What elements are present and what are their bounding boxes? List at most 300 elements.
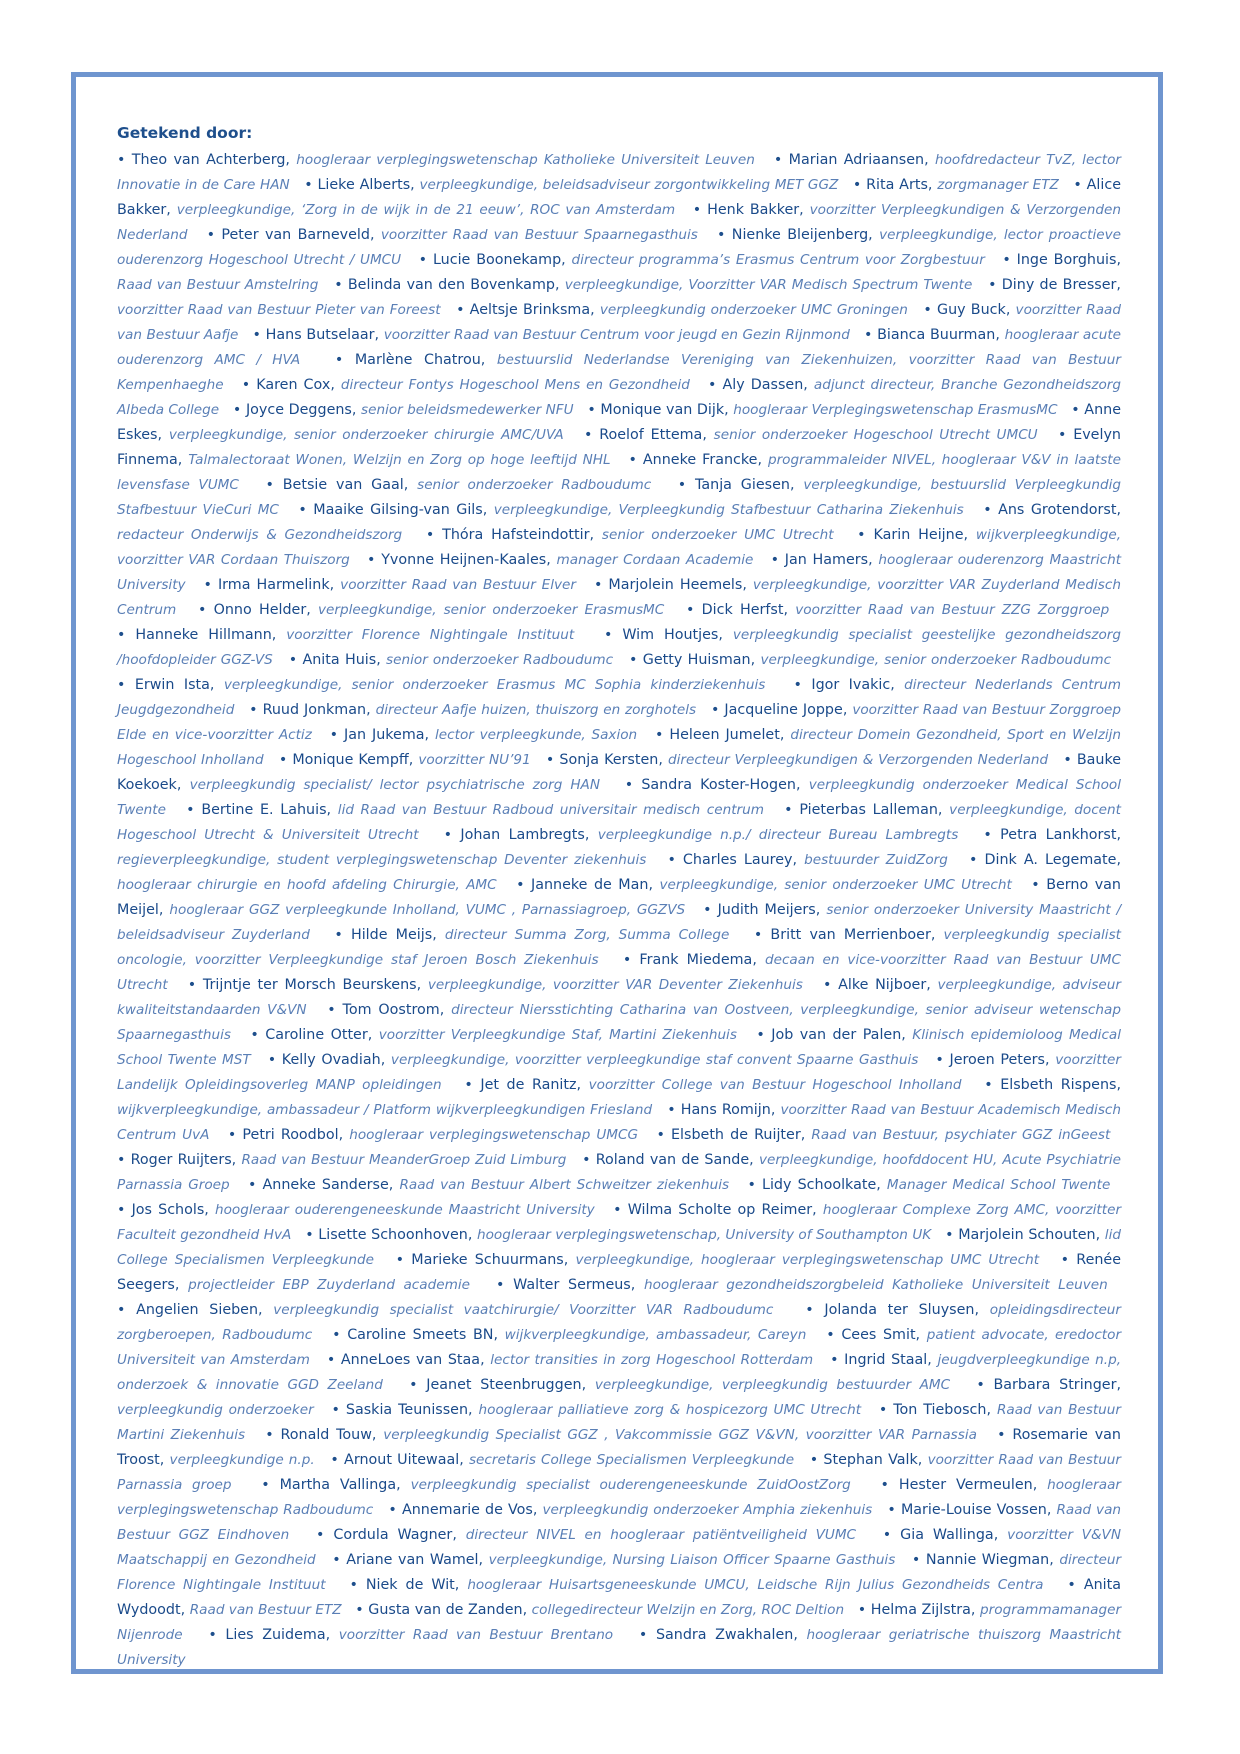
bullet-icon: • bbox=[332, 1327, 348, 1343]
signatory-name: Rosemarie van Troost bbox=[117, 1427, 1121, 1468]
bullet-icon: • bbox=[793, 677, 812, 693]
signatory-name: Onno Helder bbox=[213, 602, 307, 618]
signatory-name: Ariane van Wamel bbox=[346, 1552, 479, 1568]
signatory-entry: • Elsbeth de Ruijter, Raad van Bestuur, psychiater GGZ inGeest bbox=[656, 1127, 1111, 1143]
signatory-name: Bianca Buurman bbox=[877, 327, 996, 343]
signatory-name: Arnout Uitewaal bbox=[344, 1452, 460, 1468]
signatory-entry: • Jeanet Steenbruggen, verpleegkundige, verpleegkundig bestuurder AMC bbox=[409, 1377, 951, 1393]
bullet-icon: • bbox=[945, 1227, 959, 1243]
signatory-name: Judith Meijers bbox=[717, 902, 816, 918]
signatory-entry: • Jacqueline Joppe, voorzitter Raad van Bestuur Zorggroep Elde en vice-voorzitter Actiz bbox=[117, 702, 1122, 743]
signatory-name: AnneLoes van Staa bbox=[340, 1352, 481, 1368]
signatory-name: Lidy Schoolkate bbox=[762, 1177, 877, 1193]
signatory-entry: • Walter Sermeus, hoogleraar gezondheidszorgbeleid Katholieke Universiteit Leuven bbox=[496, 1277, 1108, 1293]
signatory-entry: • Roelof Ettema, senior onderzoeker Hogeschool Utrecht UMCU bbox=[584, 427, 1038, 443]
signatory-entry: • Erwin Ista, verpleegkundige, senior onderzoeker Erasmus MC Sophia kinderziekenhuis bbox=[117, 677, 766, 693]
bullet-icon: • bbox=[638, 1627, 656, 1643]
bullet-icon: • bbox=[863, 327, 878, 343]
signatory-name: Anita Huis bbox=[302, 652, 377, 668]
signatory-description: senior onderzoeker Hogeschool Utrecht UMCU bbox=[713, 427, 1038, 443]
signatory-entry: • Evelyn Finnema, Talmalectoraat Wonen, Welzijn en Zorg op hoge leeftijd NHL bbox=[117, 427, 1121, 468]
signatory-entry: • Anita Wydoodt, Raad van Bestuur ETZ bbox=[117, 1577, 1121, 1618]
signatory-description: voorzitter NU’91 bbox=[418, 752, 531, 768]
bullet-icon: • bbox=[456, 302, 470, 318]
bullet-icon: • bbox=[117, 627, 136, 643]
signatory-name: Monique van Dijk bbox=[600, 402, 725, 418]
bullet-icon: • bbox=[241, 377, 257, 393]
signatory-name: Johan Lambregts bbox=[460, 827, 585, 843]
signatory-entry: • Arnout Uitewaal, secretaris College Specialismen Verpleegkunde bbox=[330, 1452, 795, 1468]
signatory-name: Annemarie de Vos bbox=[401, 1502, 533, 1518]
signatory-entry: • Belinda van den Bovenkamp, verpleegkundige, Voorzitter VAR Medisch Spectrum Twente bbox=[334, 277, 973, 293]
bullet-icon: • bbox=[983, 827, 1001, 843]
bullet-icon: • bbox=[613, 1202, 628, 1218]
bullet-icon: • bbox=[117, 152, 132, 168]
signatory-name: Marjolein Schouten bbox=[958, 1227, 1096, 1243]
bullet-icon: • bbox=[117, 1302, 137, 1318]
signatory-entry: • Inge Borghuis, Raad van Bestuur Amstelring bbox=[117, 252, 1121, 293]
signatory-name: Barbara Stringer bbox=[993, 1377, 1117, 1393]
signatory-entry: • Nienke Bleijenberg, verpleegkundige, lector proactieve ouderenzorg Hogeschool Utrecht / UMCU bbox=[117, 227, 1122, 268]
signatory-description: Raad van Bestuur GGZ Eindhoven bbox=[117, 1502, 1122, 1543]
signatory-description: Raad van Bestuur, psychiater GGZ inGeest bbox=[811, 1127, 1111, 1143]
signatory-description: hoogleraar acute ouderenzorg AMC / HVA bbox=[117, 327, 1122, 368]
signatory-description: directeur Domein Gezondheid, Sport en Welzijn Hogeschool Inholland bbox=[117, 727, 1122, 768]
signatory-description: hoogleraar GGZ verpleegkunde Inholland, VUMC , Parnassiagroep, GGZVS bbox=[169, 902, 686, 918]
signatory-entry: • Bertine E. Lahuis, lid Raad van Bestuur Radboud universitair medisch centrum bbox=[186, 802, 764, 818]
signatory-description: senior onderzoeker Radboudumc bbox=[386, 652, 614, 668]
bullet-icon: • bbox=[1063, 752, 1077, 768]
signatory-description: voorzitter Raad van Bestuur Pieter van Foreest bbox=[117, 302, 441, 318]
signatory-entry: • Lieke Alberts, verpleegkundige, beleidsadviseur zorgontwikkeling MET GGZ bbox=[304, 177, 839, 193]
signatory-entry: • Hanneke Hillmann, voorzitter Florence Nightingale Instituut bbox=[117, 627, 575, 643]
signatory-name: Jan Hamers bbox=[784, 552, 869, 568]
bullet-icon: • bbox=[628, 652, 643, 668]
signatory-description: senior beleidsmedewerker NFU bbox=[361, 402, 574, 418]
signatory-description: verpleegkundige, senior onderzoeker UMC Utrecht bbox=[659, 877, 1012, 893]
signatory-description: verpleegkundige, senior onderzoeker ErasmusMC bbox=[318, 602, 665, 618]
signatory-name: Hilde Meijs bbox=[350, 927, 433, 943]
signatory-description: verpleegkundige, adviseur kwaliteitstandaarden V&VN bbox=[117, 977, 1121, 1018]
signatory-name: Cordula Wagner bbox=[333, 1527, 453, 1543]
signatory-description: verpleegkundige, voorzitter verpleegkundige staf convent Spaarne Gasthuis bbox=[390, 1052, 919, 1068]
signatory-description: verpleegkundige, Nursing Liaison Officer Spaarne Gasthuis bbox=[488, 1552, 896, 1568]
signatory-description: voorzitter Raad van Bestuur Brentano bbox=[338, 1627, 614, 1643]
bullet-icon: • bbox=[187, 977, 203, 993]
signatory-entry: • Betsie van Gaal, senior onderzoeker Radboudumc bbox=[265, 477, 652, 493]
bullet-icon: • bbox=[265, 1427, 281, 1443]
signatory-entry: • Peter van Barneveld, voorzitter Raad van Bestuur Spaarnegasthuis bbox=[206, 227, 698, 243]
signatory-name: Walter Sermeus bbox=[513, 1277, 631, 1293]
bullet-icon: • bbox=[710, 702, 725, 718]
bullet-icon: • bbox=[708, 377, 723, 393]
signatory-entry: • Stephan Valk, voorzitter Raad van Bestuur Parnassia groep bbox=[117, 1452, 1122, 1493]
bullet-icon: • bbox=[326, 1352, 341, 1368]
bullet-icon: • bbox=[464, 1077, 481, 1093]
signatory-name: Angelien Sieben bbox=[136, 1302, 259, 1318]
signatory-name: Petri Roodbol bbox=[242, 1127, 339, 1143]
bullet-icon: • bbox=[809, 1452, 824, 1468]
signatory-description: adjunct directeur, Branche Gezondheidszorg Albeda College bbox=[117, 377, 1122, 418]
signatory-description: zorgmanager ETZ bbox=[937, 177, 1059, 193]
signatory-entry: • Anneke Francke, programmaleider NIVEL, hoogleraar V&V in laatste levensfase VUMC bbox=[117, 452, 1122, 493]
signatory-description: hoogleraar palliatieve zorg & hospicezorg UMC Utrecht bbox=[478, 1402, 862, 1418]
signatory-entry: • Ans Grotendorst, redacteur Onderwijs & Gezondheidszorg bbox=[117, 502, 1122, 543]
signatory-name: Erwin Ista bbox=[134, 677, 210, 693]
bullet-icon: • bbox=[197, 602, 214, 618]
signatory-entry: • Renée Seegers, projectleider EBP Zuyderland academie bbox=[117, 1252, 1122, 1293]
bullet-icon: • bbox=[117, 677, 135, 693]
signatory-name: Niek de Wit bbox=[365, 1577, 455, 1593]
signatory-entry: • Karen Cox, directeur Fontys Hogeschool Mens en Gezondheid bbox=[241, 377, 690, 393]
signatory-name: Aeltsje Brinksma bbox=[469, 302, 591, 318]
signatory-description: hoogleraar verplegingswetenschap UMCG bbox=[349, 1127, 639, 1143]
signatory-description: verpleegkundige, hoogleraar verplegingswetenschap UMC Utrecht bbox=[575, 1252, 1040, 1268]
signatory-name: Marjolein Heemels bbox=[608, 577, 743, 593]
bullet-icon: • bbox=[628, 452, 643, 468]
signatory-description: directeur Niersstichting Catharina van Oostveen, verpleegkundige, senior adviseur wetenschap Spaarnegasthuis bbox=[117, 1002, 1121, 1043]
signatory-entry: • Ingrid Staal, jeugdverpleegkundige n.p, onderzoek & innovatie GGD Zeeland bbox=[117, 1352, 1122, 1393]
signatory-description: verpleegkundige, lector proactieve ouderenzorg Hogeschool Utrecht / UMCU bbox=[117, 227, 1122, 268]
signatory-name: Wim Houtjes bbox=[622, 627, 719, 643]
bullet-icon: • bbox=[685, 602, 702, 618]
signatory-description: verpleegkundige, Verpleegkundig Stafbestuur Catharina Ziekenhuis bbox=[493, 502, 964, 518]
signatory-name: Lucie Boonekamp bbox=[432, 252, 562, 268]
signatory-entry: • Ruud Jonkman, directeur Aafje huizen, thuiszorg en zorghotels bbox=[249, 702, 697, 718]
signatory-name: Nienke Bleijenberg bbox=[731, 227, 869, 243]
bullet-icon: • bbox=[395, 1252, 412, 1268]
signatory-name: Maaike Gilsing-van Gils bbox=[313, 502, 483, 518]
bullet-icon: • bbox=[278, 752, 293, 768]
signatory-entry: • Alice Bakker, verpleegkundige, ‘Zorg in de wijk in de 21 eeuw’, ROC van Amsterdam bbox=[117, 177, 1122, 218]
signatory-entry: • Anne Eskes, verpleegkundige, senior onderzoeker chirurgie AMC/UVA bbox=[117, 402, 1121, 443]
signatory-entry: • Niek de Wit, hoogleraar Huisartsgeneeskunde UMCU, Leidsche Rijn Julius Gezondheids Centra bbox=[349, 1577, 1044, 1593]
signatory-entry: • Sonja Kersten, directeur Verpleegkundigen & Verzorgenden Nederland bbox=[545, 752, 1049, 768]
signatory-description: verpleegkundige, voorzitter VAR Zuyderland Medisch Centrum bbox=[117, 577, 1121, 618]
bullet-icon: • bbox=[880, 1477, 899, 1493]
bullet-icon: • bbox=[288, 652, 303, 668]
signatory-name: Ingrid Staal bbox=[844, 1352, 928, 1368]
signatory-description: voorzitter Raad van Bestuur Academisch Medisch Centrum UvA bbox=[117, 1102, 1122, 1143]
signatory-description: verpleegkundige, docent Hogeschool Utrecht & Universiteit Utrecht bbox=[117, 802, 1121, 843]
signatory-description: verpleegkundig onderzoeker bbox=[117, 1402, 314, 1418]
bullet-icon: • bbox=[587, 402, 601, 418]
signatory-name: Theo van Achterberg bbox=[131, 152, 286, 168]
signatory-entry: • Charles Laurey, bestuurder ZuidZorg bbox=[667, 852, 948, 868]
signatory-entry: • Ariane van Wamel, verpleegkundige, Nursing Liaison Officer Spaarne Gasthuis bbox=[332, 1552, 896, 1568]
signatory-description: hoogleraar verplegingswetenschap, University of Southampton UK bbox=[477, 1227, 932, 1243]
bullet-icon: • bbox=[250, 1027, 266, 1043]
signatory-description: voorzitter Raad van Bestuur Zorggroep Elde en vice-voorzitter Actiz bbox=[117, 702, 1122, 743]
signatory-description: verpleegkundig specialist vaatchirurgie/ Voorzitter VAR Radboudumc bbox=[273, 1302, 774, 1318]
signatory-entry: • Lucie Boonekamp, directeur programma’s Erasmus Centrum voor Zorgbestuur bbox=[418, 252, 985, 268]
signatory-name: Marian Adriaansen bbox=[788, 152, 925, 168]
signatory-name: Sandra Zwakhalen bbox=[655, 1627, 794, 1643]
signatory-entry: • Hans Romijn, voorzitter Raad van Bestuur Academisch Medisch Centrum UvA bbox=[117, 1102, 1122, 1143]
signatory-description: verpleegkundig specialist geestelijke gezondheidszorg /hoofdopleider GGZ-VS bbox=[117, 627, 1121, 668]
bullet-icon: • bbox=[1031, 877, 1047, 893]
signatory-entry: • AnneLoes van Staa, lector transities in zorg Hogeschool Rotterdam bbox=[326, 1352, 814, 1368]
bullet-icon: • bbox=[603, 627, 623, 643]
signatory-description: hoogleraar verplegingswetenschap Radboudumc bbox=[117, 1477, 1122, 1518]
signatory-entry: • Barbara Stringer, verpleegkundig onderzoeker bbox=[117, 1377, 1122, 1418]
signatory-entry: • Guy Buck, voorzitter Raad van Bestuur Aafje bbox=[117, 302, 1121, 343]
signatory-name: Rita Arts bbox=[866, 177, 928, 193]
signatory-name: Elsbeth de Ruijter bbox=[671, 1127, 801, 1143]
bullet-icon: • bbox=[330, 1452, 345, 1468]
signatory-description: hoofdredacteur TvZ, lector Innovatie in de Care HAN bbox=[117, 152, 1122, 193]
bullet-icon: • bbox=[516, 877, 532, 893]
signatory-description: voorzitter Florence Nightingale Instituut bbox=[286, 627, 575, 643]
signatory-name: Jan Jukema bbox=[344, 727, 425, 743]
signatory-name: Martha Vallinga bbox=[279, 1477, 397, 1493]
signatory-description: voorzitter Landelijk Opleidingsoverleg MANP opleidingen bbox=[117, 1052, 1121, 1093]
signatory-description: verpleegkundig Specialist GGZ , Vakcommissie GGZ V&VN, voorzitter VAR Parnassia bbox=[383, 1427, 977, 1443]
bullet-icon: • bbox=[770, 552, 785, 568]
bullet-icon: • bbox=[923, 302, 938, 318]
bullet-icon: • bbox=[1060, 1252, 1077, 1268]
signatory-description: opleidingsdirecteur zorgberoepen, Radboudumc bbox=[117, 1302, 1122, 1343]
bullet-icon: • bbox=[334, 352, 355, 368]
signatory-description: wijkverpleegkundige, ambassadeur, Careyn bbox=[504, 1327, 807, 1343]
signatory-name: Anne Eskes bbox=[117, 402, 1121, 443]
signatories-list bbox=[117, 148, 1121, 1673]
signatory-description: verpleegkundige, voorzitter VAR Deventer Ziekenhuis bbox=[427, 977, 803, 993]
bullet-icon: • bbox=[332, 1552, 347, 1568]
signatory-name: Lieke Alberts bbox=[317, 177, 411, 193]
bullet-icon: • bbox=[227, 1127, 243, 1143]
bullet-icon: • bbox=[878, 1402, 894, 1418]
signatory-description: Raad van Bestuur ETZ bbox=[189, 1602, 342, 1618]
bullet-icon: • bbox=[882, 1527, 901, 1543]
signatory-description: verpleegkundige, verpleegkundig bestuurder AMC bbox=[594, 1377, 951, 1393]
bullet-icon: • bbox=[117, 1202, 132, 1218]
signatory-entry: • Roger Ruijters, Raad van Bestuur MeanderGroep Zuid Limburg bbox=[117, 1152, 567, 1168]
signatory-description: voorzitter Verpleegkundigen & Verzorgenden Nederland bbox=[117, 202, 1121, 243]
bullet-icon: • bbox=[117, 1152, 131, 1168]
signatory-description: directeur Florence Nightingale Instituut bbox=[117, 1552, 1122, 1593]
signatory-name: Tanja Giesen bbox=[695, 477, 790, 493]
signatory-description: verpleegkundige, hoofddocent HU, Acute Psychiatrie Parnassia Groep bbox=[117, 1152, 1121, 1193]
signatory-name: Helma Zijlstra bbox=[870, 1602, 971, 1618]
signatory-description: verpleegkundige, senior onderzoeker Radboudumc bbox=[760, 652, 1112, 668]
signatory-entry: • Pieterbas Lalleman, verpleegkundige, docent Hogeschool Utrecht & Universiteit Utrecht bbox=[117, 802, 1121, 843]
signatory-name: Britt van Merrienboer bbox=[770, 927, 931, 943]
signatory-name: Cees Smit bbox=[841, 1327, 916, 1343]
bullet-icon: • bbox=[852, 177, 867, 193]
bullet-icon: • bbox=[887, 1502, 901, 1518]
signatory-entry: • Helma Zijlstra, programmamanager Nijenrode bbox=[117, 1602, 1122, 1643]
signatory-description: verpleegkundige, bestuurslid Verpleegkundig Stafbestuur VieCuri MC bbox=[117, 477, 1121, 518]
signatory-entry: • Lidy Schoolkate, Manager Medical School Twente bbox=[747, 1177, 1111, 1193]
bullet-icon: • bbox=[805, 1302, 825, 1318]
bullet-icon: • bbox=[316, 1527, 334, 1543]
signatory-entry: • Rosemarie van Troost, verpleegkundige n.p. bbox=[117, 1427, 1121, 1468]
signatory-description: verpleegkundig onderzoeker UMC Groningen bbox=[599, 302, 908, 318]
signatory-description: wijkverpleegkundige, ambassadeur / Platform wijkverpleegkundigen Friesland bbox=[117, 1102, 653, 1118]
signatory-description: verpleegkundig specialist oncologie, voorzitter Verpleegkundige staf Jeroen Bosch Ziekenhuis bbox=[117, 927, 1121, 968]
bullet-icon: • bbox=[1067, 1577, 1084, 1593]
signatory-description: voorzitter Raad van Bestuur Elver bbox=[340, 577, 576, 593]
signatory-name: Jeroen Peters bbox=[949, 1052, 1045, 1068]
signatory-description: hoogleraar chirurgie en hoofd afdeling Chirurgie, AMC bbox=[117, 877, 497, 893]
signatory-description: senior onderzoeker UMC Utrecht bbox=[601, 527, 834, 543]
signatory-entry: • Jan Hamers, hoogleraar ouderenzorg Maastricht University bbox=[117, 552, 1122, 593]
signatory-name: Anneke Francke bbox=[642, 452, 758, 468]
signatory-description: bestuurder ZuidZorg bbox=[804, 852, 948, 868]
bullet-icon: • bbox=[756, 1027, 772, 1043]
bullet-icon: • bbox=[355, 1602, 369, 1618]
signatory-name: Jos Schols bbox=[131, 1202, 205, 1218]
signatory-entry: • Marjolein Heemels, verpleegkundige, voorzitter VAR Zuyderland Medisch Centrum bbox=[117, 577, 1121, 618]
signatory-entry: • Hester Vermeulen, hoogleraar verplegingswetenschap Radboudumc bbox=[117, 1477, 1122, 1518]
bullet-icon: • bbox=[622, 952, 640, 968]
bullet-icon: • bbox=[822, 977, 839, 993]
signatory-entry: • Joyce Deggens, senior beleidsmedewerker NFU bbox=[232, 402, 574, 418]
signatory-description: lid Raad van Bestuur Radboud universitair medisch centrum bbox=[337, 802, 764, 818]
signatory-entry: • Lisette Schoonhoven, hoogleraar verplegingswetenschap, University of Southampton UK bbox=[305, 1227, 932, 1243]
bullet-icon: • bbox=[857, 1602, 871, 1618]
signatory-description: directeur Fontys Hogeschool Mens en Gezondheid bbox=[340, 377, 690, 393]
signatory-name: Gia Wallinga bbox=[900, 1527, 994, 1543]
signatories-section bbox=[117, 124, 1121, 1673]
signatory-entry: • Heleen Jumelet, directeur Domein Gezondheid, Sport en Welzijn Hogeschool Inholland bbox=[117, 727, 1122, 768]
signatory-description: decaan en vice-voorzitter Raad van Bestuur UMC Utrecht bbox=[117, 952, 1122, 993]
signatory-name: Caroline Smeets BN bbox=[347, 1327, 494, 1343]
signatory-description: hoogleraar ouderenzorg Maastricht University bbox=[117, 552, 1122, 593]
signatory-entry: • Monique van Dijk, hoogleraar Verplegingswetenschap ErasmusMC bbox=[587, 402, 1058, 418]
signatory-entry: • Martha Vallinga, verpleegkundig specialist ouderengeneeskunde ZuidOostZorg bbox=[261, 1477, 851, 1493]
signatory-description: patient advocate, eredoctor Universiteit van Amsterdam bbox=[117, 1327, 1122, 1368]
bullet-icon: • bbox=[703, 902, 718, 918]
signatory-entry: • Rita Arts, zorgmanager ETZ bbox=[852, 177, 1059, 193]
signatory-description: Raad van Bestuur Albert Schweitzer ziekenhuis bbox=[399, 1177, 730, 1193]
signatory-entry: • Ton Tiebosch, Raad van Bestuur Martini Ziekenhuis bbox=[117, 1402, 1121, 1443]
signatory-entry: • Nannie Wiegman, directeur Florence Nightingale Instituut bbox=[117, 1552, 1122, 1593]
signatory-entry: • Onno Helder, verpleegkundige, senior onderzoeker ErasmusMC bbox=[197, 602, 665, 618]
signatory-name: Jacqueline Joppe bbox=[724, 702, 843, 718]
signatory-description: senior onderzoeker Radboudumc bbox=[417, 477, 652, 493]
bullet-icon: • bbox=[582, 1152, 596, 1168]
signatory-name: Hanneke Hillmann bbox=[135, 627, 272, 643]
bullet-icon: • bbox=[667, 1102, 681, 1118]
signatory-name: Ton Tiebosch bbox=[893, 1402, 987, 1418]
signatory-entry: • Thóra Hafsteindottir, senior onderzoeker UMC Utrecht bbox=[425, 527, 834, 543]
bullet-icon: • bbox=[232, 402, 246, 418]
signatory-description: lid College Specialismen Verpleegkunde bbox=[117, 1227, 1121, 1268]
signatory-description: verpleegkundige, Voorzitter VAR Medisch Spectrum Twente bbox=[564, 277, 973, 293]
signatory-name: Peter van Barneveld bbox=[221, 227, 370, 243]
signatory-description: redacteur Onderwijs & Gezondheidszorg bbox=[117, 527, 403, 543]
signatory-description: programmamanager Nijenrode bbox=[117, 1602, 1122, 1643]
signatory-entry: • Sandra Zwakhalen, hoogleraar geriatrische thuiszorg Maastricht University bbox=[117, 1627, 1122, 1668]
signatory-description: verpleegkundig specialist ouderengeneeskunde ZuidOostZorg bbox=[410, 1477, 851, 1493]
signatory-name: Sandra Koster-Hogen bbox=[641, 777, 796, 793]
signatory-name: Betsie van Gaal bbox=[282, 477, 404, 493]
signatory-name: Igor Ivakic bbox=[811, 677, 891, 693]
signatory-entry: • Anita Huis, senior onderzoeker Radboudumc bbox=[288, 652, 614, 668]
signatory-description: lector verpleegkunde, Saxion bbox=[435, 727, 638, 743]
signatory-entry: • Job van der Palen, Klinisch epidemioloog Medical School Twente MST bbox=[117, 1027, 1122, 1068]
bullet-icon: • bbox=[329, 727, 345, 743]
signatory-name: Joyce Deggens bbox=[245, 402, 352, 418]
signatory-entry: • Elsbeth Rispens, wijkverpleegkundige, ambassadeur / Platform wijkverpleegkundigen Friesland bbox=[117, 1077, 1122, 1118]
bullet-icon: • bbox=[203, 577, 218, 593]
signatory-entry: • Wilma Scholte op Reimer, hoogleraar Complexe Zorg AMC, voorzitter Faculteit gezondheid HvA bbox=[117, 1202, 1122, 1243]
signatory-description: verpleegkundige n.p./ directeur Bureau Lambregts bbox=[597, 827, 959, 843]
signatory-entry: • Jet de Ranitz, voorzitter College van Bestuur Hogeschool Inholland bbox=[464, 1077, 962, 1093]
bullet-icon: • bbox=[997, 1427, 1013, 1443]
bullet-icon: • bbox=[425, 527, 443, 543]
signatory-entry: • Berno van Meijel, hoogleraar GGZ verpleegkunde Inholland, VUMC , Parnassiagroep, GGZVS bbox=[117, 877, 1121, 918]
bullet-icon: • bbox=[969, 852, 985, 868]
signatory-entry: • Marie-Louise Vossen, Raad van Bestuur GGZ Eindhoven bbox=[117, 1502, 1122, 1543]
bullet-icon: • bbox=[305, 1227, 319, 1243]
signatory-entry: • Marieke Schuurmans, verpleegkundige, hoogleraar verplegingswetenschap UMC Utrecht bbox=[395, 1252, 1040, 1268]
signatory-description: verpleegkundige n.p. bbox=[169, 1452, 315, 1468]
signatory-description: hoogleraar Verplegingswetenschap ErasmusMC bbox=[733, 402, 1058, 418]
bullet-icon: • bbox=[983, 502, 999, 518]
signatory-name: Lisette Schoonhoven bbox=[318, 1227, 468, 1243]
signatory-entry: • Bauke Koekoek, verpleegkundig specialist/ lector psychiatrische zorg HAN bbox=[117, 752, 1122, 793]
bullet-icon: • bbox=[747, 1177, 762, 1193]
signatory-entry: • Wim Houtjes, verpleegkundig specialist geestelijke gezondheidszorg /hoofdopleider GGZ-VS bbox=[117, 627, 1121, 668]
signatory-entry: • Johan Lambregts, verpleegkundige n.p./ directeur Bureau Lambregts bbox=[443, 827, 959, 843]
signatory-description: hoogleraar Complexe Zorg AMC, voorzitter Faculteit gezondheid HvA bbox=[117, 1202, 1122, 1243]
signatory-name: Bertine E. Lahuis bbox=[201, 802, 327, 818]
signatory-description: directeur Summa Zorg, Summa College bbox=[444, 927, 730, 943]
signatory-entry: • Britt van Merrienboer, verpleegkundig specialist oncologie, voorzitter Verpleegkundige staf Jeroen Bosch Ziekenhuis bbox=[117, 927, 1121, 968]
signatory-entry: • Irma Harmelink, voorzitter Raad van Bestuur Elver bbox=[203, 577, 576, 593]
signatory-description: hoogleraar Huisartsgeneeskunde UMCU, Leidsche Rijn Julius Gezondheids Centra bbox=[467, 1577, 1044, 1593]
signatory-description: hoogleraar gezondheidszorgbeleid Katholieke Universiteit Leuven bbox=[643, 1277, 1108, 1293]
bullet-icon: • bbox=[208, 1627, 226, 1643]
signatory-description: secretaris College Specialismen Verpleegkunde bbox=[468, 1452, 795, 1468]
bullet-icon: • bbox=[692, 202, 708, 218]
signatory-name: Pieterbas Lalleman bbox=[799, 802, 938, 818]
signatory-description: verpleegkundige, senior onderzoeker Erasmus MC Sophia kinderziekenhuis bbox=[223, 677, 766, 693]
signatory-description: directeur Verpleegkundigen & Verzorgenden Nederland bbox=[667, 752, 1049, 768]
signatory-description: directeur Nederlands Centrum Jeugdgezondheid bbox=[117, 677, 1122, 718]
signatory-description: Klinisch epidemioloog Medical School Twente MST bbox=[117, 1027, 1122, 1068]
signatory-entry: • Marlène Chatrou, bestuurslid Nederlandse Vereniging van Ziekenhuizen, voorzitter Raad van Bestuur Kempenhaeghe bbox=[117, 352, 1122, 393]
signatory-description: wijkverpleegkundige, voorzitter VAR Cordaan Thuiszorg bbox=[117, 527, 1122, 568]
signatory-entry: • Hans Butselaar, voorzitter Raad van Bestuur Centrum voor jeugd en Gezin Rijnmond bbox=[252, 327, 850, 343]
signatory-entry: • Roland van de Sande, verpleegkundige, hoofddocent HU, Acute Psychiatrie Parnassia Groep bbox=[117, 1152, 1121, 1193]
signatory-name: Janneke de Man bbox=[531, 877, 649, 893]
signatory-name: Nannie Wiegman bbox=[925, 1552, 1050, 1568]
signatory-description: hoogleraar verplegingswetenschap Katholieke Universiteit Leuven bbox=[296, 152, 755, 168]
signatory-entry: • Janneke de Man, verpleegkundige, senior onderzoeker UMC Utrecht bbox=[516, 877, 1012, 893]
signatory-name: Anita Wydoodt bbox=[117, 1577, 1121, 1618]
signatory-entry: • Petri Roodbol, hoogleraar verplegingswetenschap UMCG bbox=[227, 1127, 639, 1143]
bullet-icon: • bbox=[496, 1277, 514, 1293]
signatory-description: lector transities in zorg Hogeschool Rotterdam bbox=[490, 1352, 814, 1368]
signatory-entry: • Getty Huisman, verpleegkundige, senior onderzoeker Radboudumc bbox=[628, 652, 1112, 668]
signatory-entry: • Marjolein Schouten, lid College Specialismen Verpleegkunde bbox=[117, 1227, 1121, 1268]
signatory-name: Aly Dassen bbox=[722, 377, 804, 393]
bullet-icon: • bbox=[593, 577, 609, 593]
bullet-icon: • bbox=[935, 1052, 950, 1068]
bullet-icon: • bbox=[349, 1577, 366, 1593]
signatory-name: Sonja Kersten bbox=[559, 752, 659, 768]
section-heading: Getekend door: bbox=[117, 124, 253, 142]
bullet-icon: • bbox=[857, 527, 874, 543]
bullet-icon: • bbox=[667, 852, 683, 868]
signatory-description: verpleegkundig specialist/ lector psychiatrische zorg HAN bbox=[189, 777, 601, 793]
bullet-icon: • bbox=[267, 1052, 282, 1068]
signatory-description: bestuurslid Nederlandse Vereniging van Ziekenhuizen, voorzitter Raad van Bestuur Kempenhaeghe bbox=[117, 352, 1122, 393]
